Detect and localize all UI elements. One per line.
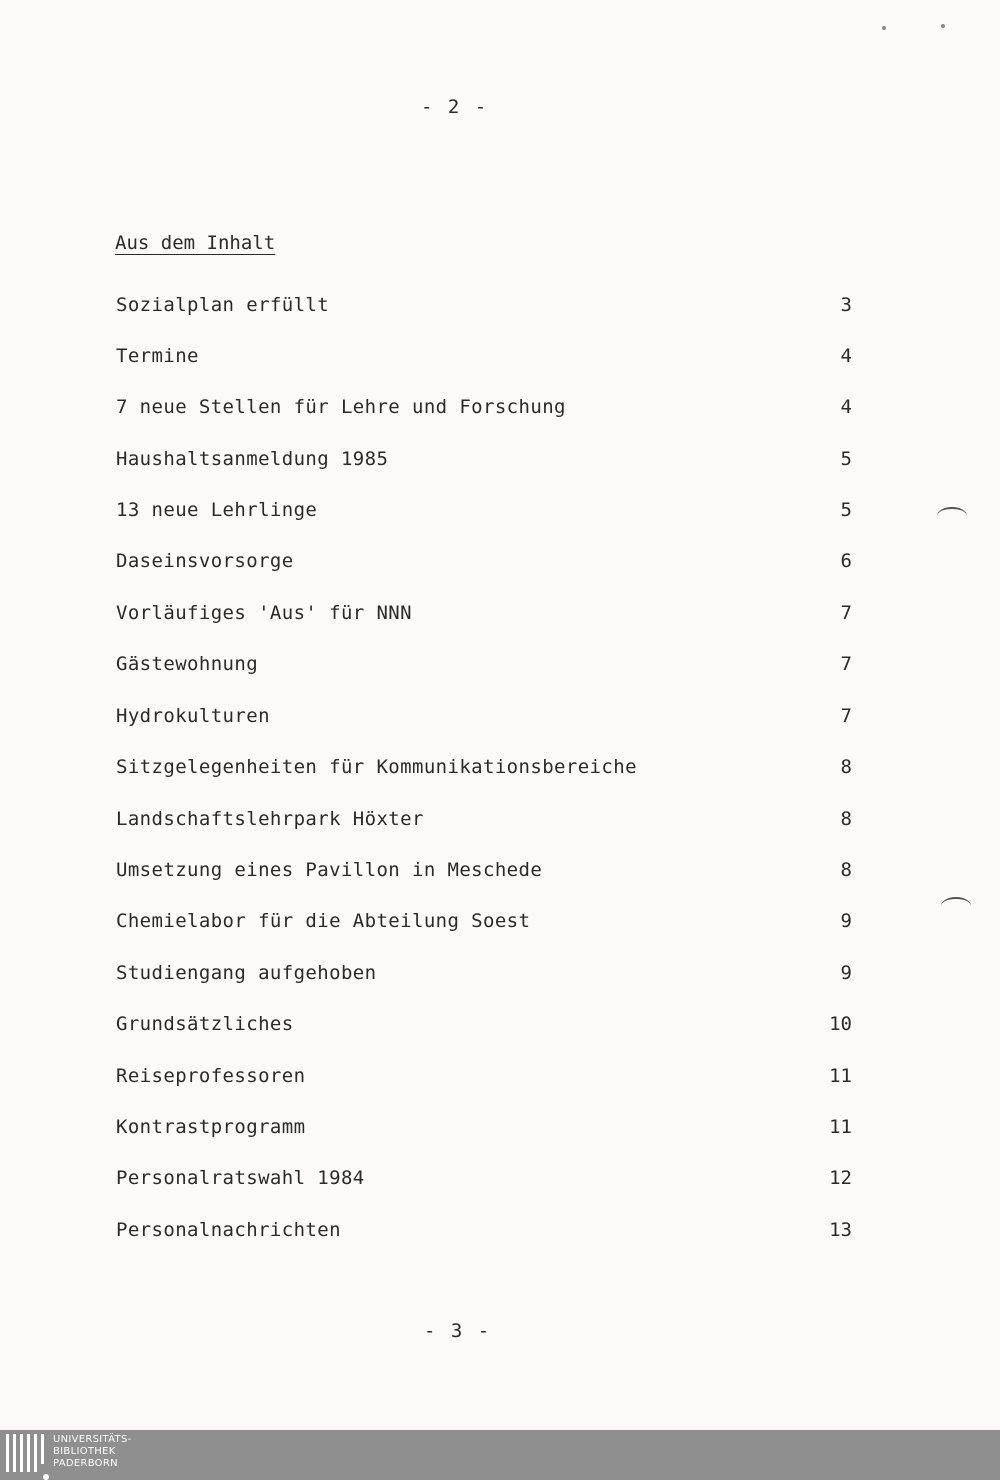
toc-page: 7: [840, 602, 852, 624]
toc-row: [116, 653, 852, 679]
toc-title: Studiengang aufgehoben: [116, 962, 377, 984]
toc-title: Grundsätzliches: [116, 1013, 294, 1035]
toc-row: [116, 550, 852, 576]
toc-row: [116, 1219, 852, 1245]
punch-hole-mark: [937, 507, 967, 525]
toc-page: 4: [840, 396, 852, 418]
toc-page: 13: [829, 1219, 852, 1241]
toc-title: 7 neue Stellen für Lehre und Forschung: [116, 396, 566, 418]
toc-heading: Aus dem Inhalt: [115, 232, 276, 254]
logo-line: UNIVERSITÄTS-: [53, 1434, 132, 1445]
toc-title: Personalnachrichten: [116, 1219, 341, 1241]
toc-row: [116, 448, 852, 474]
toc-title: Vorläufiges 'Aus' für NNN: [116, 602, 412, 624]
page-number-bottom: - 3 -: [424, 1320, 492, 1342]
toc-row: [116, 1167, 852, 1193]
paper-speck: [882, 26, 886, 30]
toc-row: [116, 756, 852, 782]
toc-page: 12: [829, 1167, 852, 1189]
toc-title: Kontrastprogramm: [116, 1116, 306, 1138]
toc-page: 5: [840, 499, 852, 521]
toc-title: Landschaftslehrpark Höxter: [116, 808, 424, 830]
toc-page: 11: [829, 1065, 852, 1087]
toc-row: [116, 396, 852, 422]
toc-title: Hydrokulturen: [116, 705, 270, 727]
toc-page: 3: [840, 294, 852, 316]
toc-title: Daseinsvorsorge: [116, 550, 294, 572]
toc-title: Umsetzung eines Pavillon in Meschede: [116, 859, 543, 881]
toc-row: [116, 808, 852, 834]
toc-title: Termine: [116, 345, 199, 367]
toc-title: Sozialplan erfüllt: [116, 294, 330, 316]
toc-page: 6: [840, 550, 852, 572]
library-logo-text: [53, 1434, 132, 1470]
toc-page: 7: [840, 653, 852, 675]
toc-title: Reiseprofessoren: [116, 1065, 306, 1087]
toc-page: 8: [840, 859, 852, 881]
toc-row: [116, 910, 852, 936]
toc-title: 13 neue Lehrlinge: [116, 499, 318, 521]
toc-page: 8: [840, 756, 852, 778]
toc-page: 9: [840, 910, 852, 932]
toc-row: [116, 1013, 852, 1039]
toc-row: [116, 294, 852, 320]
toc-row: [116, 602, 852, 628]
toc-row: [116, 859, 852, 885]
toc-row: [116, 705, 852, 731]
toc-title: Personalratswahl 1984: [116, 1167, 365, 1189]
logo-line: BIBLIOTHEK: [53, 1446, 116, 1457]
page-number-top: - 2 -: [421, 96, 489, 118]
toc-title: Sitzgelegenheiten für Kommunikationsbereiche: [116, 756, 637, 778]
punch-hole-mark: [941, 897, 971, 915]
toc-title: Haushaltsanmeldung 1985: [116, 448, 389, 470]
logo-line: PADERBORN: [53, 1458, 118, 1469]
toc-page: 4: [840, 345, 852, 367]
toc-row: [116, 499, 852, 525]
library-footer-bar: [0, 1430, 1000, 1480]
toc-page: 11: [829, 1116, 852, 1138]
toc-row: [116, 1065, 852, 1091]
toc-page: 10: [829, 1013, 852, 1035]
toc-row: [116, 345, 852, 371]
toc-row: [116, 1116, 852, 1142]
paper-speck: [941, 24, 945, 28]
toc-page: 5: [840, 448, 852, 470]
library-logo-icon: [6, 1434, 46, 1476]
toc-page: 9: [840, 962, 852, 984]
toc-page: 7: [840, 705, 852, 727]
toc-title: Chemielabor für die Abteilung Soest: [116, 910, 531, 932]
toc-page: 8: [840, 808, 852, 830]
toc-title: Gästewohnung: [116, 653, 259, 675]
toc-row: [116, 962, 852, 988]
